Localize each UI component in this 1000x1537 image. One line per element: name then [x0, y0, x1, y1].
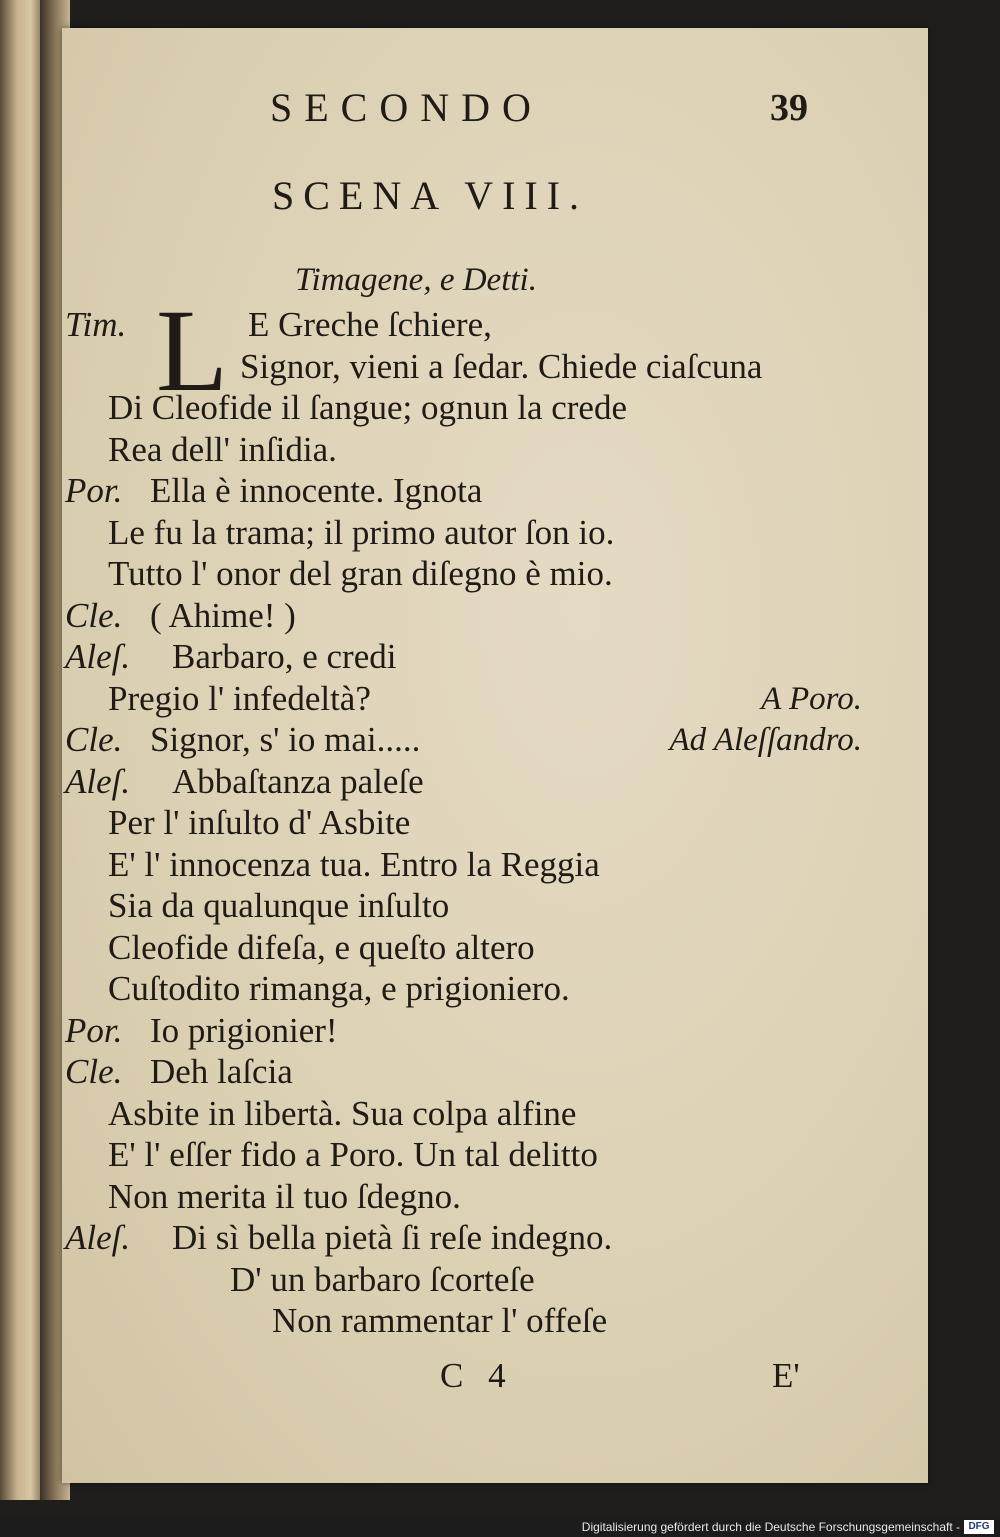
verse-line: E Greche ſchiere, — [248, 305, 492, 344]
speaker-label: Tim. — [65, 305, 127, 344]
verse-line: Sia da qualunque inſulto — [108, 886, 450, 925]
speaker-label: Por. — [65, 1010, 123, 1050]
speaker-label: Aleſ. — [65, 761, 131, 801]
verse-line: Asbite in libertà. Sua colpa alfine — [108, 1093, 577, 1133]
verse-line: Io prigionier! — [150, 1010, 338, 1050]
footer-credit: Digitalisierung gefördert durch die Deutsche Forschungsgemeinschaft - — [581, 1520, 960, 1534]
verse-line: Cuſtodito rimanga, e prigioniero. — [108, 969, 570, 1008]
running-head: SECONDO — [270, 85, 543, 130]
verse-line: Signor, s' io mai..... — [150, 720, 421, 759]
digitization-footer — [0, 1517, 1000, 1537]
verse-line: Per l' inſulto d' Asbite — [108, 803, 411, 842]
speaker-label: Aleſ. — [65, 1218, 131, 1257]
verse-line: E' l' eſſer fido a Poro. Un tal delitto — [108, 1135, 598, 1174]
speaker-label: Por. — [65, 471, 123, 510]
verse-line: Le fu la trama; il primo autor ſon io. — [108, 512, 615, 552]
page-number: 39 — [770, 87, 808, 129]
verse-line: Rea dell' inſidia. — [108, 429, 337, 469]
speaker-label: Aleſ. — [65, 637, 131, 676]
stage-direction: A Poro. — [761, 680, 862, 717]
verse-line: Di Cleofide il ſangue; ognun la crede — [108, 388, 628, 427]
verse-line: Non merita il tuo ſdegno. — [108, 1176, 461, 1216]
speaker-label: Cle. — [65, 1052, 123, 1091]
speaker-label: Cle. — [65, 720, 123, 759]
verse-line: E' l' innocenza tua. Entro la Reggia — [108, 844, 600, 884]
verse-line: D' un barbaro ſcorteſe — [230, 1259, 535, 1299]
previous-page-edge — [0, 0, 44, 1500]
verse-line: ( Ahime! ) — [150, 595, 296, 635]
speaker-label: Cle. — [65, 595, 123, 635]
stage-direction: Ad Aleſſandro. — [669, 722, 862, 758]
verse-line: Abbaſtanza paleſe — [172, 761, 424, 801]
verse-line: Di sì bella pietà ſi reſe indegno. — [172, 1218, 613, 1257]
verse-line: Signor, vieni a ſedar. Chiede ciaſcuna — [240, 346, 763, 386]
dfg-logo: DFG — [964, 1520, 994, 1534]
drop-cap: L — [156, 285, 229, 416]
verse-line: Ella è innocente. Ignota — [150, 471, 483, 510]
verse-line: Barbaro, e credi — [172, 637, 397, 676]
verse-line: Deh laſcia — [150, 1052, 293, 1091]
verse-line: Cleofide difeſa, e queſto altero — [108, 927, 535, 967]
verse-line: Pregio l' infedeltà? — [108, 678, 371, 718]
verse-line: Tutto l' onor del gran diſegno è mio. — [108, 554, 613, 593]
printer-signature: C 4 — [440, 1356, 514, 1395]
verse-line: Non rammentar l' offeſe — [272, 1301, 608, 1340]
scene-title: SCENA VIII. — [272, 173, 589, 218]
characters-heading: Timagene, e Detti. — [295, 262, 537, 298]
catchword: E' — [772, 1356, 800, 1395]
